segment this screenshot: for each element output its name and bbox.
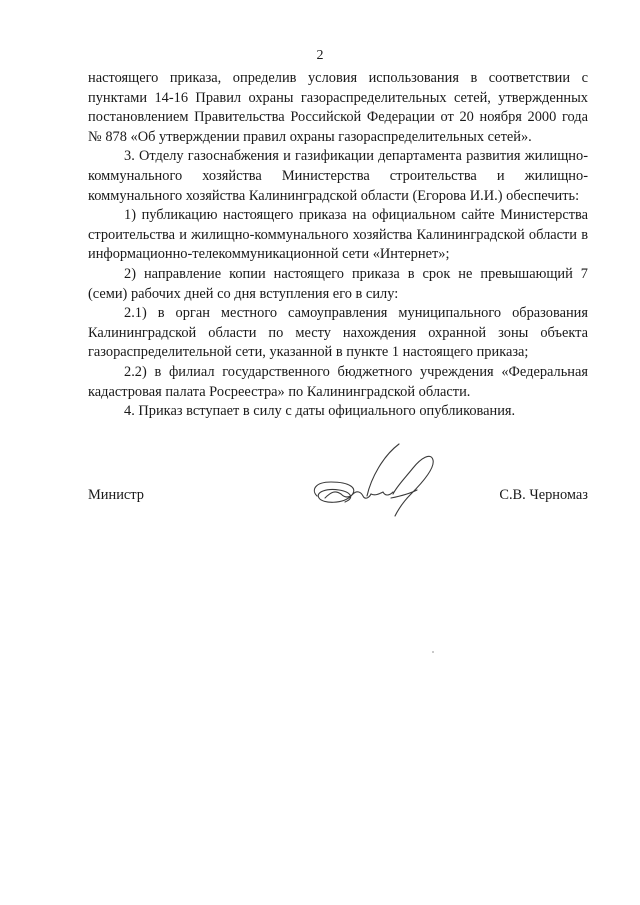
signer-name: С.В. Черномаз <box>499 487 588 503</box>
handwritten-signature-icon <box>305 438 445 528</box>
paragraph-item-2-1: 2.1) в орган местного самоуправления муниципального образования Калининградской области по месту нахождения охранной зоны объекта газораспределительной сети, указанной в пункте 1 настоящего приказа; <box>88 305 588 361</box>
paragraph-item-2-2: 2.2) в филиал государственного бюджетного учреждения «Федеральная кадастровая палата Росреестра» по Калининградской области. <box>88 363 588 400</box>
scan-speck <box>432 651 434 653</box>
paragraph-item-3: 3. Отделу газоснабжения и газификации департамента развития жилищно-коммунального хозяйства Министерства строительства и жилищно-коммунального хозяйства Калининградской области (Егорова И.И.) обеспечить: <box>88 148 588 204</box>
signer-position: Министр <box>88 487 144 503</box>
page-number: 2 <box>316 48 324 63</box>
paragraph-item-3-2: 2) направление копии настоящего приказа в срок не превышающий 7 (семи) рабочих дней со дня вступления его в силу: <box>88 265 588 302</box>
document-body <box>88 69 588 422</box>
paragraph-item-3-1: 1) публикацию настоящего приказа на официальном сайте Министерства строительства и жилищно-коммунального хозяйства Калининградской области в информационно-телекоммуникационной сети «Интернет»; <box>88 207 588 263</box>
paragraph-item-4: 4. Приказ вступает в силу с даты официального опубликования. <box>124 403 516 420</box>
signature-block <box>88 485 588 509</box>
paragraph-continuation: настоящего приказа, определив условия использования в соответствии с пунктами 14-16 Правил охраны газораспределительных сетей, утвержденных постановлением Правительства Российской Федерации от 20 ноября 2000 года № 878 «Об утверждении правил охраны газораспределительных сетей». <box>88 70 588 145</box>
